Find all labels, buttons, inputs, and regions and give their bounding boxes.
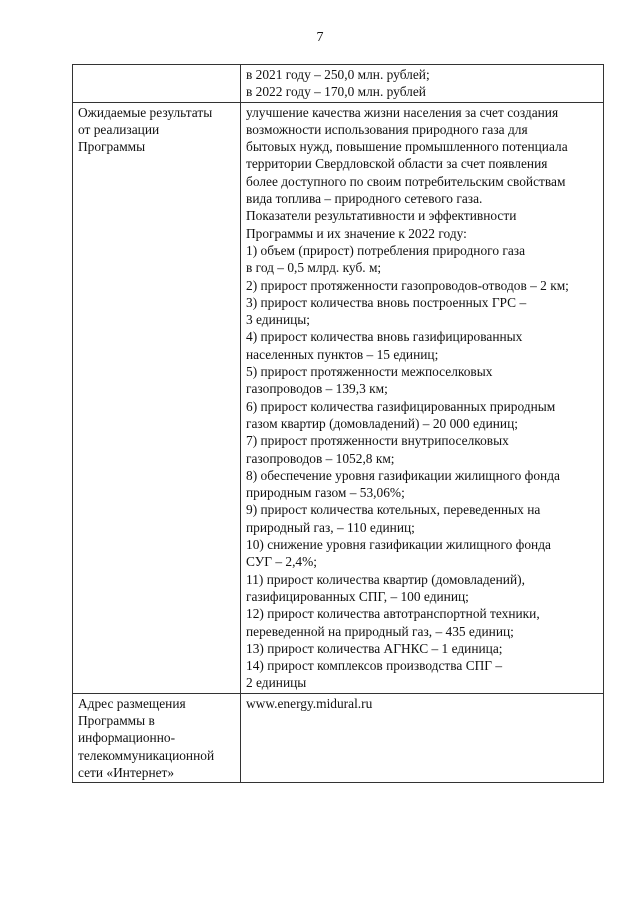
row-label-cell [73, 102, 241, 693]
value-line: вида топлива – природного сетевого газа. [246, 191, 483, 207]
value-line: более доступного по своим потребительским свойствам [246, 173, 566, 189]
value-line: 7) прирост протяженности внутрипоселковых [246, 433, 509, 449]
value-line: 13) прирост количества АГНКС – 1 единица; [246, 640, 503, 656]
internet-address-row [73, 693, 604, 782]
website-url-text: www.energy.midural.ru [246, 695, 373, 711]
value-line: газом квартир (домовладений) – 20 000 единиц; [246, 415, 518, 431]
row-value-cell [241, 102, 604, 693]
page-number: 7 [316, 30, 324, 45]
value-line: возможности использования природного газа для [246, 121, 528, 137]
value-line: 11) прирост количества квартир (домовладений), [246, 571, 525, 587]
table-body [73, 65, 604, 783]
value-line: бытовых нужд, повышение промышленного потенциала [246, 139, 568, 155]
label-line: Программы в [78, 712, 155, 728]
value-line: 3 единицы; [246, 312, 311, 328]
value-line: 14) прирост комплексов производства СПГ – [246, 658, 503, 674]
value-line: 10) снижение уровня газификации жилищного фонда [246, 537, 551, 553]
value-line: газопроводов – 139,3 км; [246, 381, 388, 397]
value-line: в 2022 году – 170,0 млн. рублей [246, 84, 426, 100]
value-line: 12) прирост количества автотранспортной техники, [246, 606, 540, 622]
label-line: от реализации [78, 121, 160, 137]
row-value-cell [241, 693, 604, 782]
program-passport-table [72, 64, 604, 783]
value-line: населенных пунктов – 15 единиц; [246, 346, 439, 362]
label-line: Адрес размещения [78, 695, 186, 711]
label-line: информационно- [78, 730, 176, 746]
value-line: газопроводов – 1052,8 км; [246, 450, 395, 466]
value-line: улучшение качества жизни населения за счет создания [246, 104, 559, 120]
value-line: в год – 0,5 млрд. куб. м; [246, 260, 382, 276]
label-line: телекоммуникационной [78, 747, 215, 763]
value-line: газифицированных СПГ, – 100 единиц; [246, 588, 469, 604]
row-value-cell [241, 65, 604, 103]
value-line: 2 единицы [246, 675, 307, 691]
value-line: 9) прирост количества котельных, переведенных на [246, 502, 541, 518]
label-line: Программы [78, 139, 146, 155]
funding-continuation-row [73, 65, 604, 103]
expected-results-row [73, 102, 604, 693]
value-line: переведенной на природный газ, – 435 единиц; [246, 623, 514, 639]
value-line: природный газ, – 110 единиц; [246, 519, 415, 535]
value-line: 3) прирост количества вновь построенных ГРС – [246, 294, 527, 310]
value-line: 5) прирост протяженности межпоселковых [246, 364, 493, 380]
value-line: 1) объем (прирост) потребления природного газа [246, 242, 526, 258]
row-label-cell [73, 693, 241, 782]
value-line: Программы и их значение к 2022 году: [246, 225, 467, 241]
value-line: 4) прирост количества вновь газифицированных [246, 329, 523, 345]
value-line: СУГ – 2,4%; [246, 554, 317, 570]
value-line: 2) прирост протяженности газопроводов-отводов – 2 км; [246, 277, 569, 293]
value-line: в 2021 году – 250,0 млн. рублей; [246, 67, 430, 82]
value-line: природным газом – 53,06%; [246, 485, 405, 501]
row-label-cell [73, 65, 241, 103]
value-line: 6) прирост количества газифицированных природным [246, 398, 556, 414]
value-line: 8) обеспечение уровня газификации жилищного фонда [246, 467, 560, 483]
value-line: Показатели результативности и эффективности [246, 208, 517, 224]
label-line: сети «Интернет» [78, 764, 175, 780]
value-line: территории Свердловской области за счет появления [246, 156, 548, 172]
label-line: Ожидаемые результаты [78, 104, 213, 120]
